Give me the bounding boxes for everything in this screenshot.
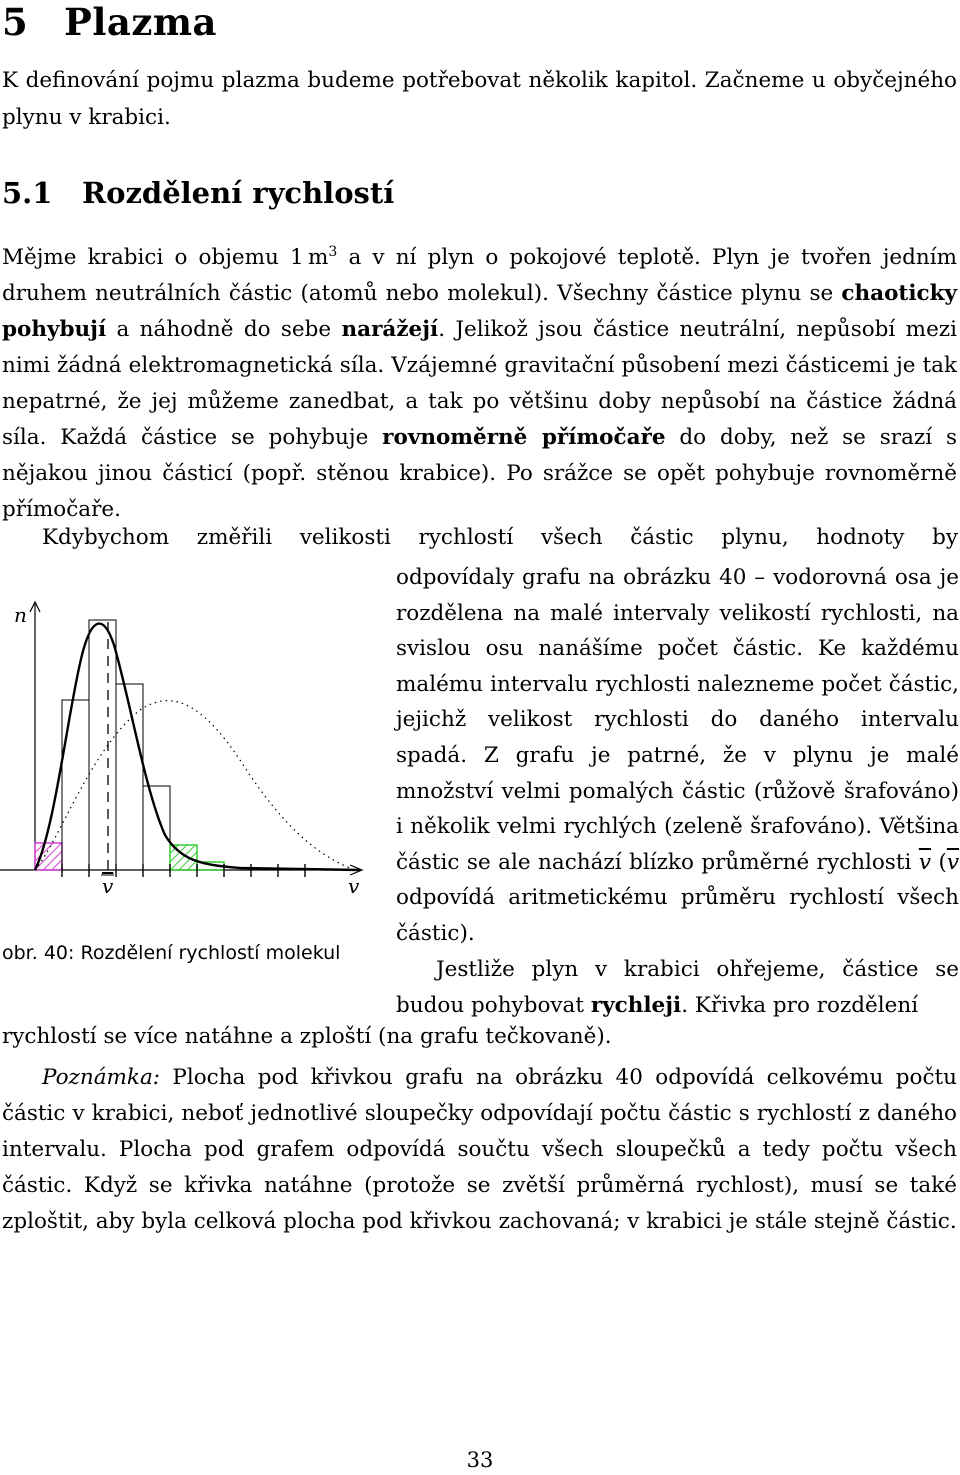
para3-bold-faster: rychleji [590, 992, 682, 1018]
speed-distribution-figure [0, 590, 380, 914]
chapter-title: Plazma [64, 0, 217, 44]
histogram-bar-fast [170, 845, 197, 870]
para1-text-4: . Jelikož jsou částice neutrální, nepůsobí mezi nimi žádná elektromagnetická síla. Vzájemné gravitační působení mezi částicemi je tak nepatrné, že jej můžeme zanedbat, a tak po většinu doby nepůsobí na částice žádná síla. Každá částice se pohybuje [2, 317, 957, 451]
vbar-symbol: $\overline{v}$ [946, 849, 959, 875]
paragraph-particles [2, 234, 957, 528]
para1-text-2: a v ní plyn o pokojové teplotě. Plyn je tvořen jedním druhem neutrálních částic (atomů nebo molekul). Všechny částice plynu se [2, 245, 958, 307]
para2-text-b: ( [930, 849, 947, 875]
y-axis-label: n [14, 603, 27, 627]
para1-text-1: Mějme krabici o objemu 1 m [2, 245, 329, 271]
para2-text-a: odpovídaly grafu na obrázku 40 – vodorovná osa je rozdělena na malé intervaly velikostí rychlosti, na svislou osu nanášíme počet částic. Ke každému malému intervalu rychlosti nalezneme počet částic, jejichž velikost rychlosti do daného intervalu spadá. Z grafu je patrné, že v plynu je malé množství velmi pomalých částic (růžově šrafováno) i několik velmi rychlých (zeleně šrafováno). Většina částic se ale nachází blízko průměrné rychlosti [396, 565, 959, 875]
figure-caption [2, 942, 340, 964]
intro-paragraph: K definování pojmu plazma budeme potřebovat několik kapitol. Začneme u obyčejného plynu v krabici. [2, 68, 957, 130]
para2-wrapped-text [396, 560, 959, 952]
distribution-curve [35, 624, 360, 870]
note-label: Poznámka: [42, 1065, 161, 1090]
distribution-graph [0, 590, 380, 910]
note-text: Plocha pod křivkou grafu na obrázku 40 odpovídá celkovému počtu částic v krabici, neboť jednotlivé sloupečky odpovídají počtu částic s rychlostí z daného intervalu. Plocha pod grafem odpovídá součtu všech sloupečků a tedy počtu všech částic. Když se křivka natáhne (protože se zvětší průměrná rychlost), musí se také zploštit, aby byla celková plocha pod křivkou zachovaná; v krabici je stále stejně částic. [2, 1065, 957, 1234]
histogram-bar-slow [35, 843, 62, 870]
chapter-heading [2, 0, 217, 44]
section-number: 5.1 [2, 176, 53, 210]
note-paragraph [2, 1060, 957, 1240]
para2-text-c: odpovídá aritmetickému průměru rychlostí všech částic). [396, 885, 959, 946]
section-heading [2, 176, 394, 210]
histogram-bar [89, 620, 116, 870]
section-title: Rozdělení rychlostí [82, 176, 395, 210]
para1-bold-collide: narážejí [341, 317, 439, 343]
para3-last-line: rychlostí se více natáhne a zploští (na grafu tečkovaně). [2, 1024, 612, 1049]
vbar-symbol: $\overline{v}$ [918, 849, 931, 875]
page-number: 33 [466, 1448, 494, 1472]
caption-text: Rozdělení rychlostí molekul [80, 942, 341, 964]
para3-text-a: Jestliže plyn v krabici ohřejeme, částice se budou pohybovat [396, 957, 959, 1018]
para1-bold-chaotic: chaoticky pohybují [2, 281, 957, 343]
para1-text-5: do doby, než se srazí s nějakou jinou částicí (popř. stěnou krabice). Po srážce se opět pohybuje rovnoměrně přímočaře. [2, 425, 957, 523]
histogram-bar [62, 700, 89, 870]
chapter-number: 5 [2, 0, 29, 44]
para1-sup: 3 [328, 244, 338, 260]
para3-text-b: . Křivka pro rozdělení [681, 992, 919, 1018]
para1-bold-uniform: rovnoměrně přímočaře [382, 425, 666, 451]
mean-speed-label: v [102, 874, 114, 898]
para2-first-line: Kdybychom změřili velikosti rychlostí všech částic plynu, hodnoty by [42, 525, 958, 550]
para3-wrapped-text [396, 952, 959, 1023]
x-axis-label: v [348, 874, 360, 898]
para1-text-3: a náhodně do sebe [106, 317, 342, 343]
histogram-bar [143, 786, 170, 870]
caption-prefix: obr. 40: [2, 942, 75, 964]
